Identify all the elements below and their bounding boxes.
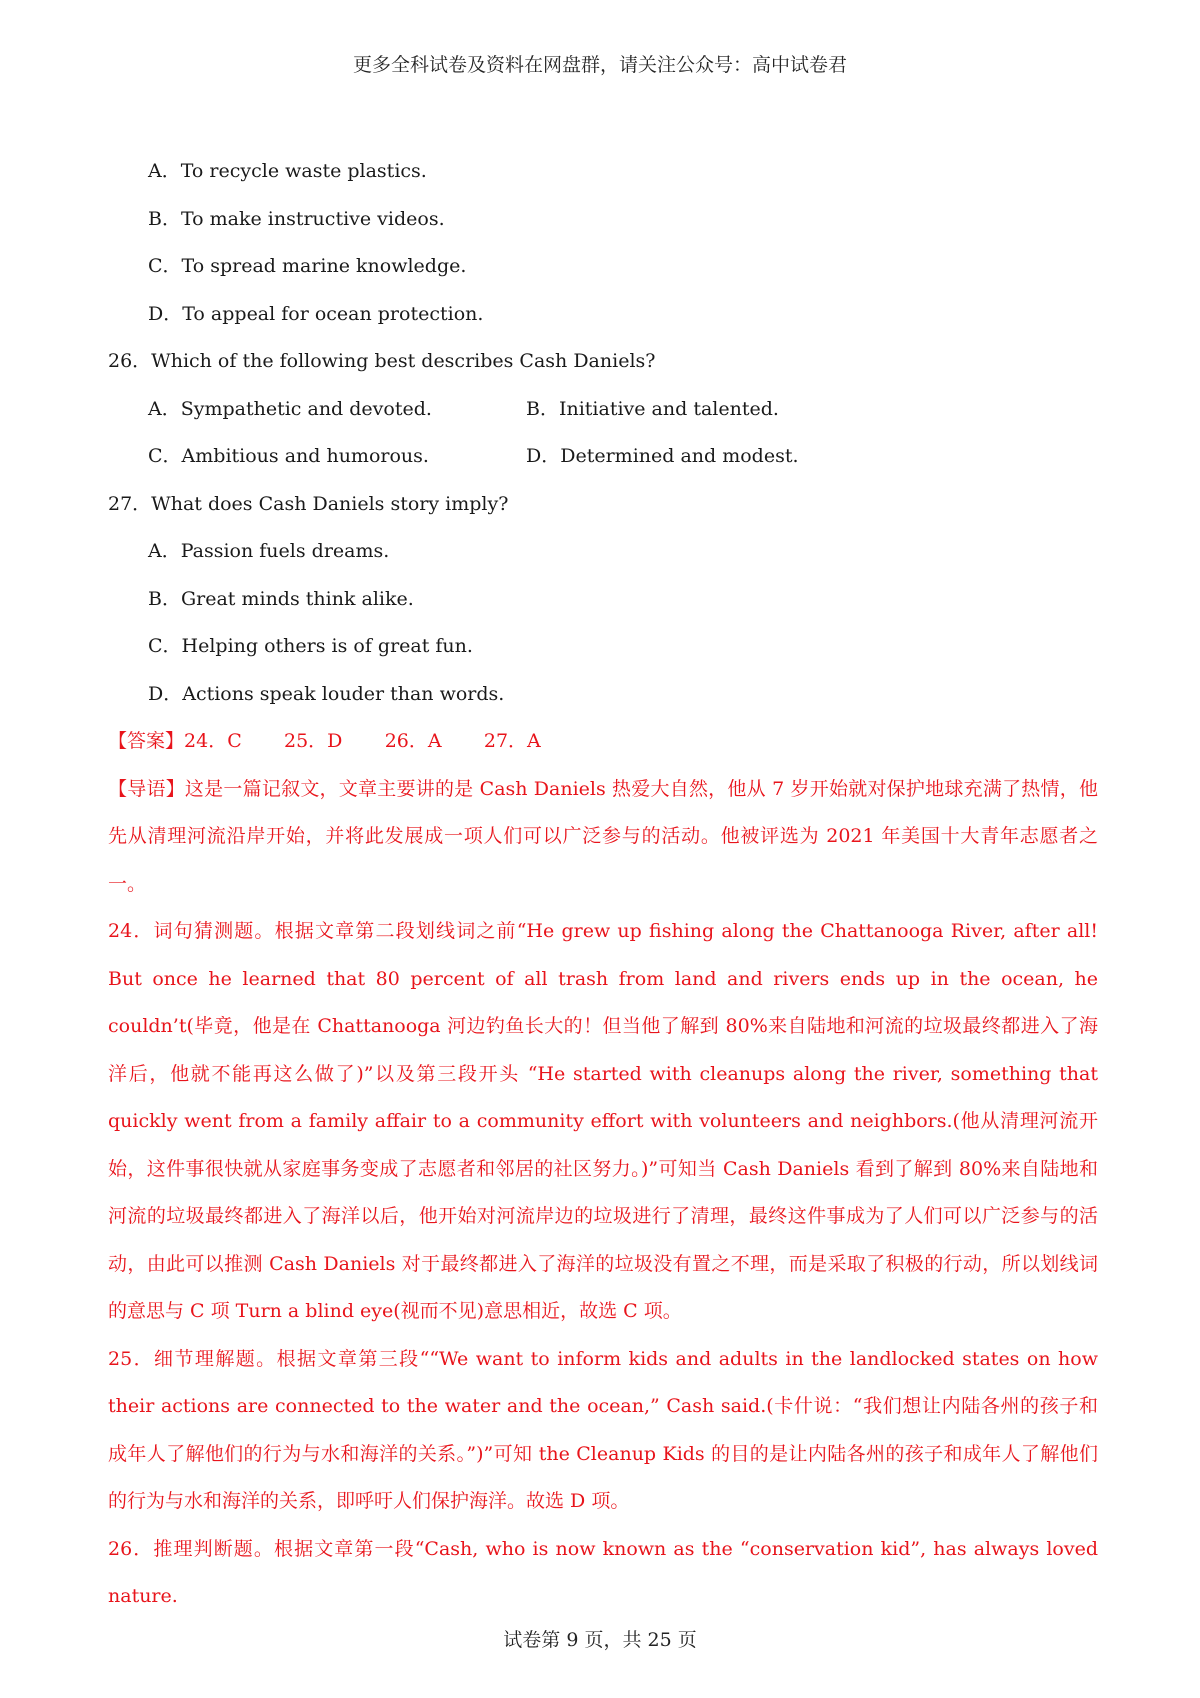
q26-option-c: C．Ambitious and humorous.	[148, 445, 429, 467]
q25-option-b: B．To make instructive videos.	[148, 207, 445, 230]
analysis-q26: 26．推理判断题。根据文章第一段“Cash, who is now known as the “conservation kid”, has always loved nature.	[108, 1537, 1098, 1607]
q26-stem: 26．Which of the following best describes Cash Daniels?	[108, 350, 656, 372]
q26-option-b: B．Initiative and talented.	[526, 397, 779, 420]
q26-options-row-2	[108, 433, 1098, 481]
q25-option-d: D．To appeal for ocean protection.	[148, 302, 484, 325]
answer-line	[108, 718, 1098, 766]
q27-option-a: A．Passion fuels dreams.	[148, 540, 390, 562]
q27-option-b: B．Great minds think alike.	[148, 587, 414, 610]
q27-stem: 27．What does Cash Daniels story imply?	[108, 492, 509, 515]
q27-option-c: C．Helping others is of great fun.	[148, 635, 473, 657]
answer-label: 【答案】	[108, 730, 185, 752]
q26-options-row-1	[108, 386, 1098, 434]
answer-values: 24．C 25．D 26．A 27．A	[184, 730, 541, 752]
analysis-intro: 【导语】这是一篇记叙文，文章主要讲的是 Cash Daniels 热爱大自然，他从 7 岁开始就对保护地球充满了热情，他先从清理河流沿岸开始，并将此发展成一项人们可以广泛参与的活动。他被评选为 2021 年美国十大青年志愿者之一。	[108, 777, 1098, 895]
q26-option-a: A．Sympathetic and devoted.	[148, 397, 432, 420]
page-header: 更多全科试卷及资料在网盘群，请关注公众号：高中试卷君	[352, 54, 847, 76]
q27-option-d: D．Actions speak louder than words.	[148, 682, 505, 705]
document-body	[108, 148, 1098, 1621]
analysis-q24: 24．词句猜测题。根据文章第二段划线词之前“He grew up fishing along the Chattanooga River, after all! But once he learned that 80 percent of all trash from land and rivers ends up in the ocean, he couldn’t(毕竟，他是在 Chattanooga 河边钓鱼长大的！但当他了解到 80%来自陆地和河流的垃圾最终都进入了海洋后，他就不能再这么做了)”以及第三段开头 “He started with cleanups along the river, something that quickly went from a family affair to a community effort with volunteers and neighbors.(他从清理河流开始，这件事很快就从家庭事务变成了志愿者和邻居的社区努力。)”可知当 Cash Daniels 看到了解到 80%来自陆地和河流的垃圾最终都进入了海洋以后，他开始对河流岸边的垃圾进行了清理，最终这件事成为了人们可以广泛参与的活动，由此可以推测 Cash Daniels 对于最终都进入了海洋的垃圾没有置之不理，而是采取了积极的行动，所以划线词的意思与 C 项 Turn a blind eye(视而不见)意思相近，故选 C 项。	[108, 920, 1098, 1322]
q26-option-d: D．Determined and modest.	[526, 445, 799, 467]
q25-option-c: C．To spread marine knowledge.	[148, 255, 467, 277]
analysis-q25: 25．细节理解题。根据文章第三段““We want to inform kids and adults in the landlocked states on how their actions are connected to the water and the ocean,” Cash said.(卡什说：“我们想让内陆各州的孩子和成年人了解他们的行为与水和海洋的关系。”)”可知 the Cleanup Kids 的目的是让内陆各州的孩子和成年人了解他们的行为与水和海洋的关系，即呼吁人们保护海洋。故选 D 项。	[108, 1347, 1098, 1512]
page-footer: 试卷第 9 页，共 25 页	[503, 1629, 697, 1651]
q25-option-a: A．To recycle waste plastics.	[148, 160, 427, 182]
